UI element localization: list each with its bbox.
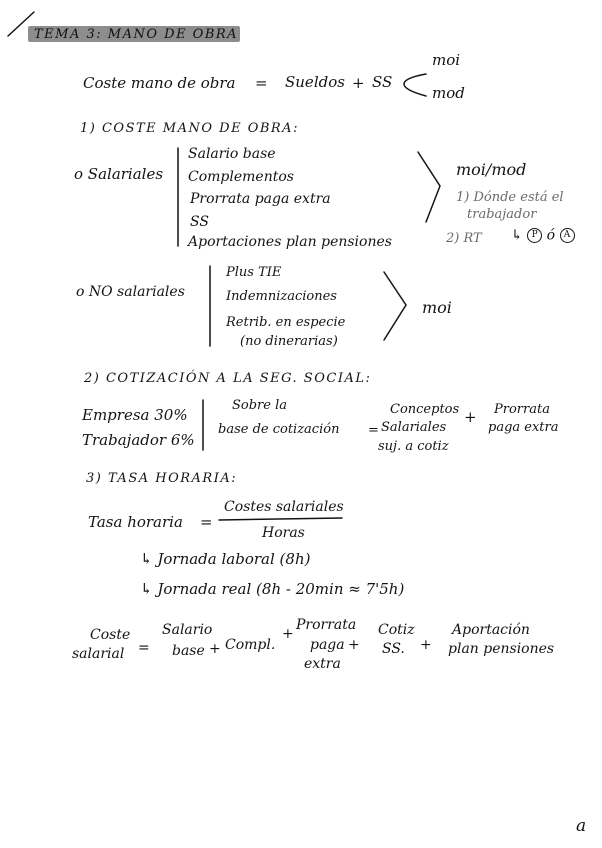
page-title: TEMA 3: MANO DE OBRA (34, 27, 239, 42)
cotizacion-conceptos-1: Conceptos (390, 402, 460, 417)
salariales-item: SS (190, 214, 209, 230)
arrow-icon: ↳ (511, 227, 523, 244)
section2-heading: 2) COTIZACIÓN A LA SEG. SOCIAL: (84, 371, 372, 386)
salariales-note1b: trabajador (467, 207, 537, 222)
formula-term2: SS (372, 73, 393, 91)
salariales-note2-options (511, 228, 575, 243)
salariales-label: o Salariales (74, 165, 164, 183)
arrow-icon: ↳ (140, 580, 153, 598)
salariales-item: Complementos (188, 169, 294, 185)
no-salariales-result: moi (422, 298, 452, 317)
jornada-laboral-text: Jornada laboral (8h) (157, 550, 311, 568)
tasa-numerator: Costes salariales (224, 499, 344, 515)
formula-branch (404, 74, 426, 96)
final-term1b: base (172, 643, 205, 659)
tasa-label: Tasa horaria (88, 513, 183, 531)
cotizacion-base-line2: base de cotización (218, 422, 340, 437)
formula-branch-bottom: mod (432, 84, 465, 102)
final-left2: salarial (72, 646, 125, 662)
cotizacion-base-line1: Sobre la (232, 398, 288, 413)
cotizacion-empresa: Empresa 30% (82, 406, 188, 424)
final-term5b: plan pensiones (448, 641, 555, 657)
final-term3a: Prorrata (296, 617, 357, 633)
jornada-laboral (140, 552, 310, 567)
tasa-fraction-line (219, 518, 342, 520)
final-plus: + (420, 637, 432, 653)
no-salariales-item: Retrib. en especie (226, 315, 346, 330)
salariales-result: moi/mod (456, 160, 527, 179)
final-plus: + (209, 641, 221, 657)
final-left1: Coste (90, 627, 131, 643)
formula-left: Coste mano de obra (83, 74, 236, 92)
cotizacion-conceptos-3: suj. a cotiz (378, 439, 449, 454)
formula-eq: = (255, 74, 268, 92)
formula-plus: + (352, 74, 365, 92)
cotizacion-prorrata-2: paga extra (488, 420, 559, 435)
cotizacion-eq: = (368, 423, 379, 438)
formula-term1: Sueldos (285, 73, 345, 91)
formula-branch-top: moi (432, 51, 461, 69)
or-word: ó (546, 227, 556, 244)
final-term4b: SS. (382, 641, 405, 657)
final-plus: + (348, 637, 360, 653)
final-term5a: Aportación (452, 622, 530, 638)
final-term3b: paga (310, 637, 345, 653)
final-term2: Compl. (225, 637, 276, 653)
cotizacion-conceptos-2: Salariales (381, 420, 447, 435)
salariales-item: Salario base (188, 146, 276, 162)
final-term4a: Cotiz (378, 622, 415, 638)
salariales-note1: 1) Dónde está el (456, 190, 564, 205)
tasa-eq: = (200, 513, 213, 531)
section1-heading: 1) COSTE MANO DE OBRA: (80, 121, 299, 136)
final-term1a: Salario (162, 622, 213, 638)
final-plus: + (282, 626, 294, 642)
no-salariales-label: o NO salariales (76, 284, 185, 300)
final-term3c: extra (304, 656, 341, 672)
no-salariales-item: (no dinerarias) (240, 334, 338, 349)
salariales-right-brace (418, 152, 440, 222)
tasa-denominator: Horas (262, 525, 305, 541)
jornada-real (140, 582, 404, 597)
circled-p: P (527, 228, 542, 243)
page-mark: a (576, 816, 587, 836)
section3-heading: 3) TASA HORARIA: (86, 471, 238, 486)
circled-a: A (560, 228, 575, 243)
cotizacion-plus: + (464, 408, 477, 426)
arrow-icon: ↳ (140, 550, 153, 568)
cotizacion-prorrata-1: Prorrata (494, 402, 550, 417)
no-salariales-item: Indemnizaciones (226, 289, 337, 304)
salariales-note2: 2) RT (446, 231, 482, 246)
no-salariales-right-brace (384, 272, 406, 340)
cotizacion-trabajador: Trabajador 6% (82, 431, 195, 449)
jornada-real-text: Jornada real (8h - 20min ≈ 7'5h) (157, 580, 405, 598)
salariales-item: Prorrata paga extra (190, 191, 331, 207)
no-salariales-item: Plus TIE (226, 265, 282, 280)
final-eq: = (138, 640, 150, 656)
salariales-item: Aportaciones plan pensiones (188, 234, 392, 250)
